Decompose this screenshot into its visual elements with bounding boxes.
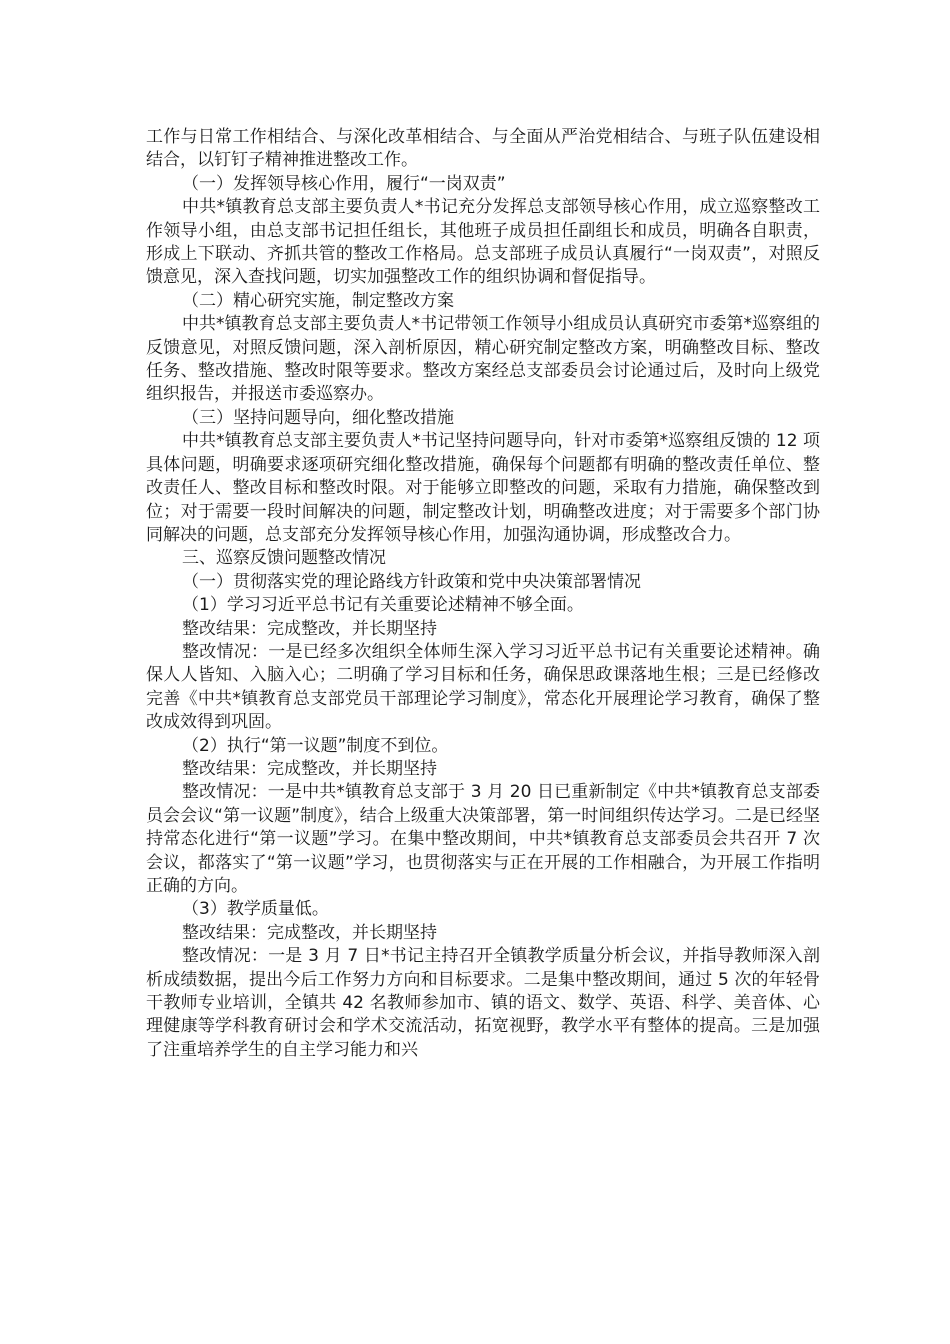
subheading-problem-oriented: （三）坚持问题导向，细化整改措施 <box>182 407 454 428</box>
item-heading-2: （2）执行“第一议题”制度不到位。 <box>182 735 449 756</box>
subheading-policy-implementation: （一）贯彻落实党的理论路线方针政策和党中央决策部署情况 <box>182 571 641 592</box>
item-result-1: 整改结果：完成整改，并长期坚持 <box>182 618 437 639</box>
section-heading-three: 三、巡察反馈问题整改情况 <box>182 548 386 569</box>
item-heading-1: （1）学习习近平总书记有关重要论述精神不够全面。 <box>182 595 584 616</box>
paragraph-continuation: 工作与日常工作相结合、与深化改革相结合、与全面从严治党相结合、与班子队伍建设相结合，以钉钉子精神推进整改工作。 <box>146 127 820 171</box>
paragraph-problem-oriented: 中共*镇教育总支部主要负责人*书记坚持问题导向，针对市委第*巡察组反馈的 12 项具体问题，明确要求逐项研究细化整改措施，确保每个问题都有明确的整改责任单位、整改责任人、整改目标和整改时限。对于能够立即整改的问题，采取有力措施，确保整改到位；对于需要一段时间解决的问题，制定整改计划，明确整改进度；对于需要多个部门协同解决的问题，总支部充分发挥领导核心作用，加强沟通协调，形成整改合力。 <box>146 431 820 545</box>
item-result-3: 整改结果：完成整改，并长期坚持 <box>182 922 437 943</box>
subheading-leadership-core: （一）发挥领导核心作用，履行“一岗双责” <box>182 173 506 194</box>
item-heading-3: （3）教学质量低。 <box>182 899 329 920</box>
paragraph-leadership-core: 中共*镇教育总支部主要负责人*书记充分发挥总支部领导核心作用，成立巡察整改工作领导小组，由总支部书记担任组长，其他班子成员担任副组长和成员，明确各自职责，形成上下联动、齐抓共管的整改工作格局。总支部班子成员认真履行“一岗双责”，对照反馈意见，深入查找问题，切实加强整改工作的组织协调和督促指导。 <box>146 197 820 288</box>
paragraph-rectification-plan: 中共*镇教育总支部主要负责人*书记带领工作领导小组成员认真研究市委第*巡察组的反馈意见，对照反馈问题，深入剖析原因，精心研究制定整改方案，明确整改目标、整改任务、整改措施、整改时限等要求。整改方案经总支部委员会讨论通过后，及时向上级党组织报告，并报送市委巡察办。 <box>146 314 820 405</box>
item-situation-2: 整改情况：一是中共*镇教育总支部于 3 月 20 日已重新制定《中共*镇教育总支部委员会会议“第一议题”制度》，结合上级重大决策部署，第一时间组织传达学习。二是已经坚持常态化进行“第一议题”学习。在集中整改期间，中共*镇教育总支部委员会共召开 7 次会议，都落实了“第一议题”学习，也贯彻落实与正在开展的工作相融合，为开展工作指明正确的方向。 <box>146 782 820 896</box>
item-situation-3: 整改情况：一是 3 月 7 日*书记主持召开全镇教学质量分析会议，并指导教师深入剖析成绩数据，提出今后工作努力方向和目标要求。二是集中整改期间，通过 5 次的年轻骨干教师专业培训，全镇共 42 名教师参加市、镇的语文、数学、英语、科学、美音体、心理健康等学科教育研讨会和学术交流活动，拓宽视野，教学水平有整体的提高。三是加强了注重培养学生的自主学习能力和兴 <box>146 946 820 1060</box>
document-page <box>146 126 820 1062</box>
subheading-rectification-plan: （二）精心研究实施，制定整改方案 <box>182 290 454 311</box>
item-situation-1: 整改情况：一是已经多次组织全体师生深入学习习近平总书记有关重要论述精神。确保人人皆知、入脑入心；二明确了学习目标和任务，确保思政课落地生根；三是已经修改完善《中共*镇教育总支部党员干部理论学习制度》，常态化开展理论学习教育，确保了整改成效得到巩固。 <box>146 641 820 733</box>
item-result-2: 整改结果：完成整改，并长期坚持 <box>182 758 437 779</box>
